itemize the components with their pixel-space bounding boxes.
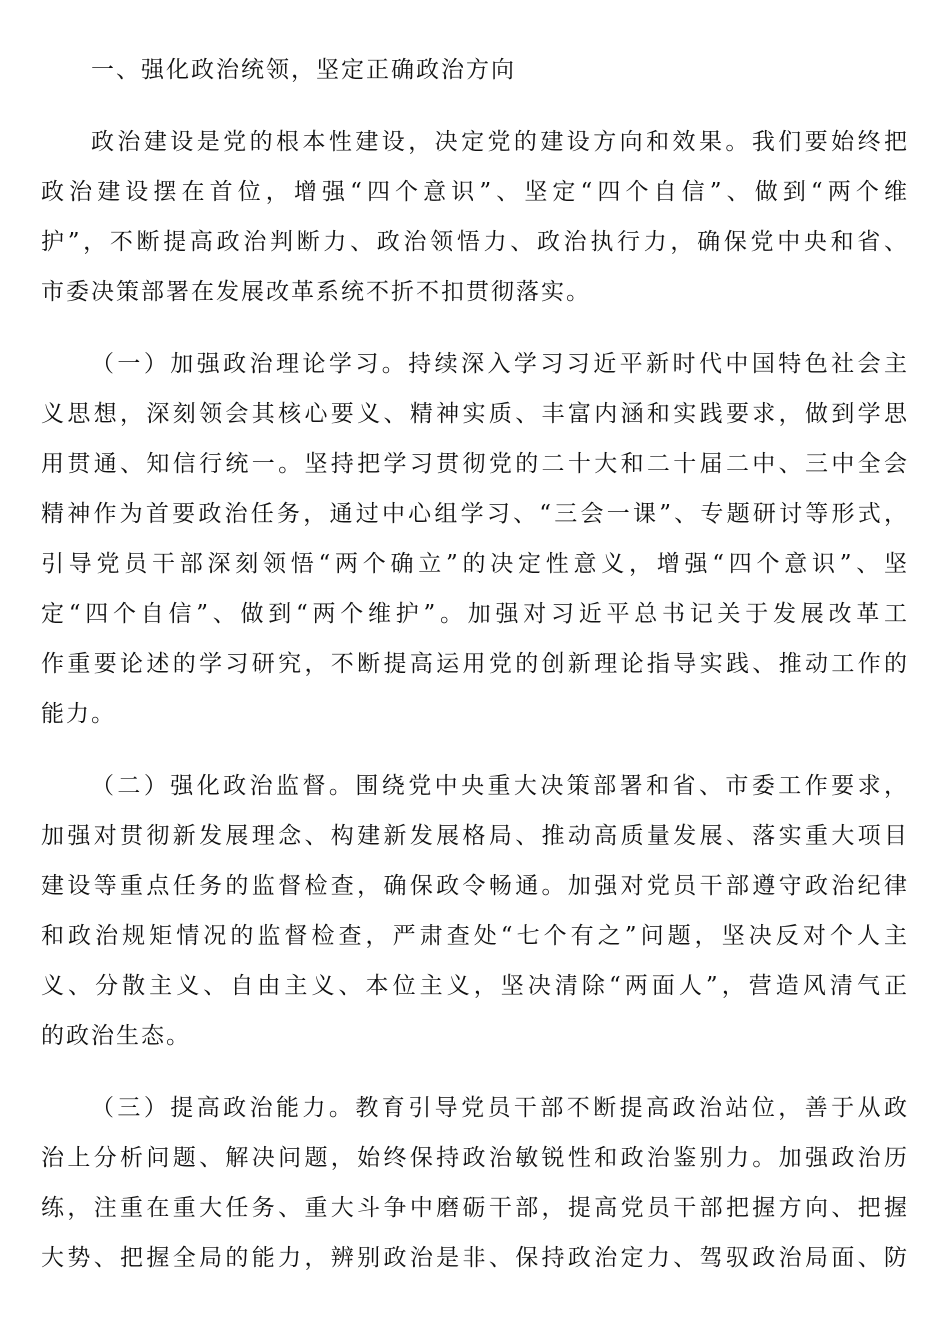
paragraph-line: 义、分散主义、自由主义、本位主义，坚决清除“两面人”，营造风清气正	[41, 973, 909, 999]
paragraph-line: 大势、把握全局的能力，辨别政治是非、保持政治定力、驾驭政治局面、防	[41, 1245, 909, 1271]
paragraph-line: 政治建设摆在首位，增强“四个意识”、坚定“四个自信”、做到“两个维	[41, 179, 909, 205]
paragraph-line: 精神作为首要政治任务，通过中心组学习、“三会一课”、专题研讨等形式，	[41, 501, 909, 527]
paragraph-line: 引导党员干部深刻领悟“两个确立”的决定性意义，增强“四个意识”、坚	[41, 551, 909, 577]
paragraph-line: 能力。	[41, 701, 116, 727]
paragraph-line: 义思想，深刻领会其核心要义、精神实质、丰富内涵和实践要求，做到学思	[41, 401, 909, 427]
paragraph-line: 政治建设是党的根本性建设，决定党的建设方向和效果。我们要始终把	[91, 129, 909, 155]
section-heading: 一、强化政治统领，坚定正确政治方向	[91, 57, 516, 83]
paragraph-line: 用贯通、知信行统一。坚持把学习贯彻党的二十大和二十届二中、三中全会	[41, 451, 909, 477]
paragraph-line: 加强对贯彻新发展理念、构建新发展格局、推动高质量发展、落实重大项目	[41, 823, 909, 849]
paragraph-line: （三）提高政治能力。教育引导党员干部不断提高政治站位，善于从政	[91, 1095, 909, 1121]
paragraph-line: 和政治规矩情况的监督检查，严肃查处“七个有之”问题，坚决反对个人主	[41, 923, 909, 949]
paragraph-line: 的政治生态。	[41, 1023, 191, 1049]
paragraph-line: 作重要论述的学习研究，不断提高运用党的创新理论指导实践、推动工作的	[41, 651, 909, 677]
paragraph-line: 市委决策部署在发展改革系统不折不扣贯彻落实。	[41, 279, 591, 305]
paragraph-line: （二）强化政治监督。围绕党中央重大决策部署和省、市委工作要求，	[91, 773, 909, 799]
paragraph-line: （一）加强政治理论学习。持续深入学习习近平新时代中国特色社会主	[91, 351, 909, 377]
paragraph-line: 定“四个自信”、做到“两个维护”。加强对习近平总书记关于发展改革工	[41, 601, 909, 627]
paragraph-line: 护”，不断提高政治判断力、政治领悟力、政治执行力，确保党中央和省、	[41, 229, 909, 255]
paragraph-line: 治上分析问题、解决问题，始终保持政治敏锐性和政治鉴别力。加强政治历	[41, 1145, 909, 1171]
paragraph-line: 建设等重点任务的监督检查，确保政令畅通。加强对党员干部遵守政治纪律	[41, 873, 909, 899]
paragraph-line: 练，注重在重大任务、重大斗争中磨砺干部，提高党员干部把握方向、把握	[41, 1195, 909, 1221]
